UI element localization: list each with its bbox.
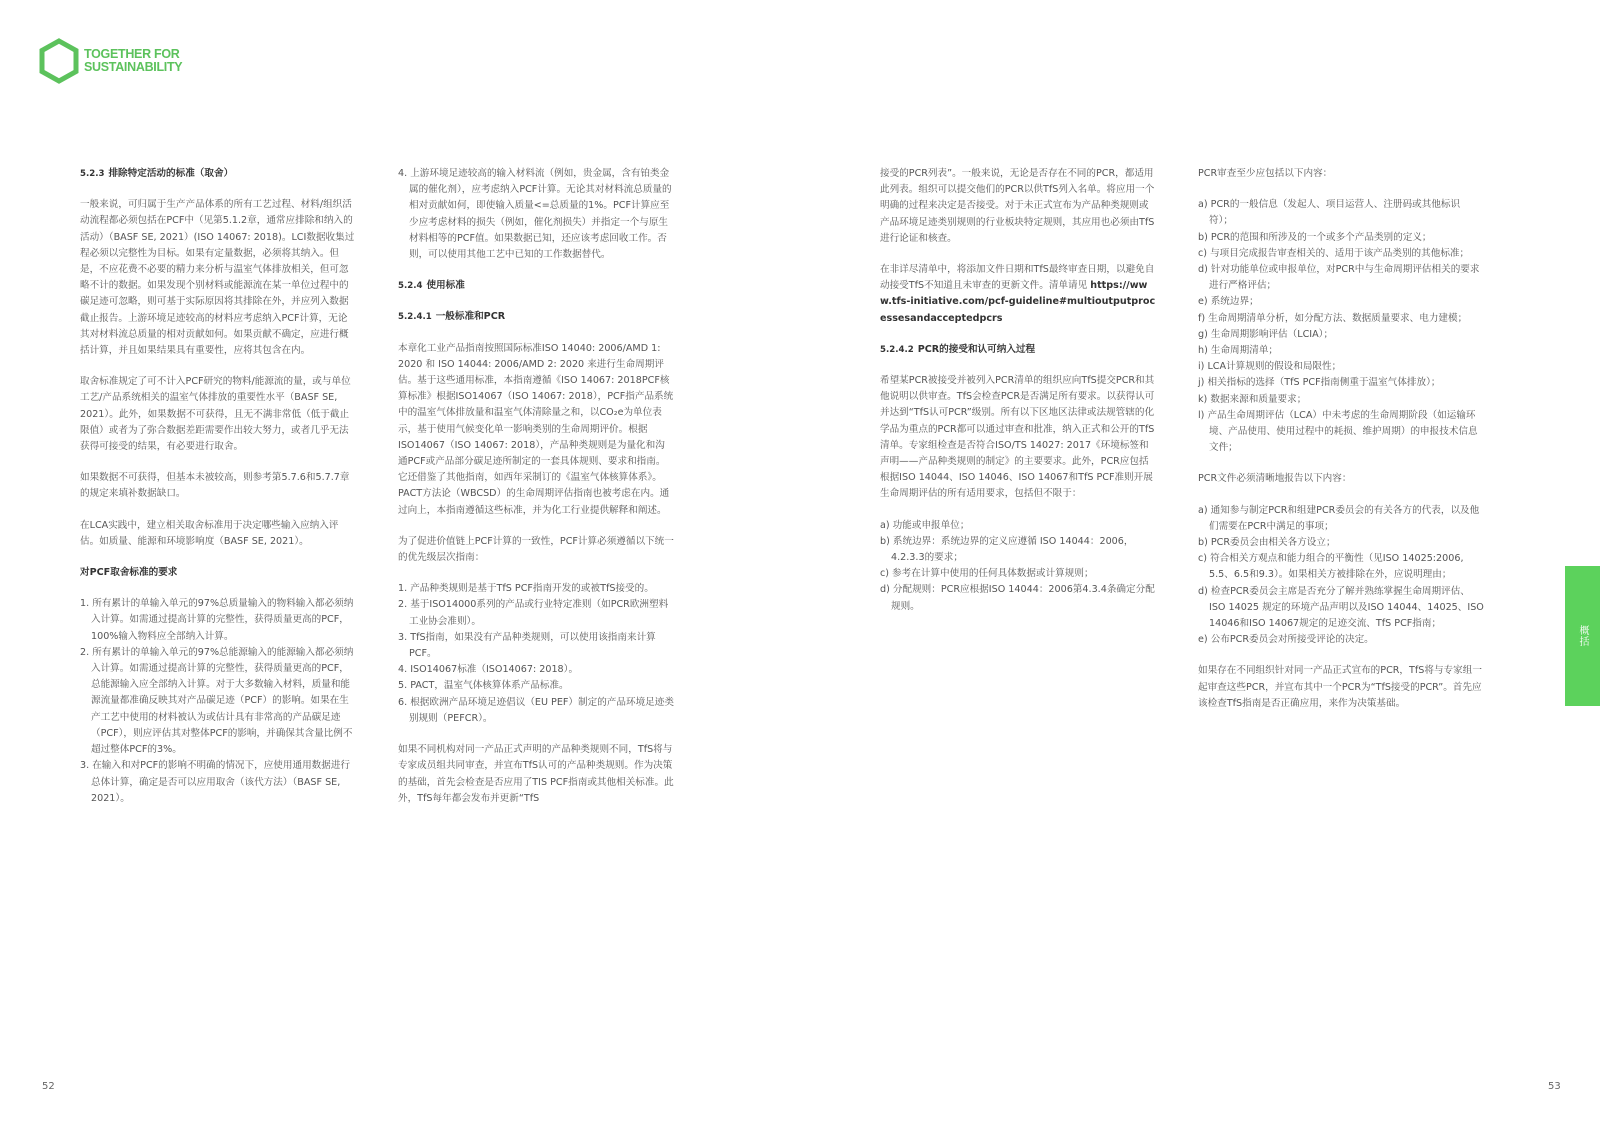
- paragraph: 希望某PCR被接受并被列入PCR清单的组织应向TfS提交PCR和其他说明以供审查。TfS会检查PCR是否满足所有要求。以获得认可并达到“TfS认可PCR”级别。所有以下区地区法律或法规管辖的化学品为重点的PCR都可以通过审查和批准，纳入正式和公开的TfS清单。专家组检查是否符合ISO/TS 14027: 2017《环境标签和声明——产品种类规则的制定》的主要要求。此外，PCR应包括根据ISO 14044、ISO 14046、ISO 14067和TfS PCF准则开展生命周期评估的所有适用要求，包括但不限于：: [880, 375, 1155, 500]
- paragraph: 如果存在不同组织针对同一产品正式宣布的PCR，TfS将与专家组一起审查这些PCR，并宣布其中一个PCR为“TfS接受的PCR”。首先应该检查TfS指南是否正确应用，来作为决策基础。: [1198, 665, 1482, 709]
- side-tab-overview[interactable]: [1565, 566, 1600, 706]
- list-item: f) 生命周期清单分析，如分配方法、数据质量要求、电力建模；: [1198, 312, 1468, 324]
- paragraph: 取舍标准规定了可不计入PCF研究的物料/能源流的量，或与单位工艺/产品系统相关的温室气体排放的重要性水平（BASF SE, 2021）。此外，如果数据不可获得，且无不满非常低（低于截止限值）或者为了弥合数据差距需要作出较大努力，或者几乎无法获得可接受的结果，有必要进行取舍。: [80, 376, 351, 453]
- page-number-left: 52: [42, 1081, 55, 1092]
- section-heading-5-2-3: [80, 166, 356, 182]
- review-list: [1198, 197, 1484, 456]
- guideline-link[interactable]: https://www.tfs-initiative.com/pcf-guideline#multioutputprocessesandacceptedpcrs: [880, 280, 1156, 324]
- list-item: i) LCA计算规则的假设和局限性；: [1198, 361, 1342, 373]
- brand-line1: TOGETHER FOR: [84, 47, 180, 61]
- list-item: b) 系统边界：系统边界的定义应遵循 ISO 14044：2006，4.2.3.3的要求；: [880, 535, 1134, 564]
- list-item: d) 针对功能单位或申报单位，对PCR中与生命周期评估相关的要求进行严格评估；: [1198, 264, 1480, 292]
- paragraph: 如果数据不可获得，但基本未被较高，则参考第5.7.6和5.7.7章的规定来填补数据缺口。: [80, 472, 350, 500]
- section-number: 5.2.4: [398, 281, 423, 292]
- continued-list: [398, 166, 674, 263]
- list-item: l) 产品生命周期评估（LCA）中未考虑的生命周期阶段（如运输环境、产品使用、使用过程中的耗损、维护周期）的申报技术信息文件；: [1198, 409, 1478, 454]
- column-4: [1198, 166, 1484, 727]
- list-item: j) 相关指标的选择（TfS PCF指南侧重于温室气体排放）；: [1198, 377, 1441, 389]
- section-heading-5-2-4-2: [880, 342, 1156, 358]
- list-item: a) 通知参与制定PCR和组建PCR委员会的有关各方的代表，以及他们需要在PCR中满足的事项；: [1198, 504, 1480, 532]
- section-title: 一般标准和PCR: [435, 311, 506, 323]
- requirements-list: [80, 596, 356, 807]
- list-item: h) 生命周期清单；: [1198, 345, 1279, 357]
- section-heading-5-2-4-1: [398, 309, 674, 325]
- list-item: 6. 根据欧洲产品环境足迹倡议（EU PEF）制定的产品环境足迹类别规则（PEFCR）。: [398, 696, 674, 724]
- list-item: 2. 基于ISO14000系列的产品或行业特定准则（如PCR欧洲塑料工业协会准则）。: [398, 599, 669, 627]
- brand-line2: SUSTAINABILITY: [84, 60, 183, 74]
- paragraph: 在LCA实践中，建立相关取舍标准用于决定哪些输入应纳入评估。如质量、能源和环境影响度（BASF SE, 2021）。: [80, 519, 339, 547]
- paragraph: 为了促进价值链上PCF计算的一致性，PCF计算必须遵循以下统一的优先级层次指南：: [398, 535, 674, 564]
- priority-list: [398, 581, 674, 727]
- paragraph-text: 在非详尽清单中，将添加文件日期和TfS最终审查日期，以避免自动接受TfS不知道且未审查的更新文件。清单请见: [880, 264, 1155, 292]
- list-item: 3. 在输入和对PCF的影响不明确的情况下，应使用通用数据进行总体计算，确定是否可以应用取舍（该代方法）（BASF SE, 2021）。: [80, 760, 351, 804]
- list-item: 4. ISO14067标准（ISO14067: 2018）。: [398, 664, 579, 676]
- list-item: e) 系统边界；: [1198, 296, 1259, 308]
- subheading: 对PCF取舍标准的要求: [80, 567, 178, 579]
- list-item: c) 与项目完成报告审查相关的、适用于该产品类别的其他标准；: [1198, 247, 1470, 259]
- report-list: [1198, 503, 1484, 649]
- paragraph: 接受的PCR列表”。一般来说，无论是否存在不同的PCR，都适用此列表。组织可以提交他们的PCR以供TfS列入名单。将应用一个明确的过程来决定是否接受。对于未正式宣布为产品种类规则或产品环境足迹类别规则的行业板块特定规则，其应用也必须由TfS进行论证和核查。: [880, 168, 1155, 244]
- paragraph: 本章化工业产品指南按照国际标准ISO 14040: 2006/AMD 1: 2020 和 ISO 14044: 2006/AMD 2: 2020 来进行生命周期评估。基于这些通用标准，本指南遵循《ISO 14067: 2018PCF核算标准》根据ISO14067（ISO 14067: 2018），PCF指产品系统中的温室气体排放量和温室气体清除量之和，以CO₂e为单位表示，基于使用气候变化单一影响类别的生命周期评价。根据ISO14067（ISO 14067: 2018），产品种类规则是为量化和沟通PCF或产品部分碳足迹所制定的一套具体规则、要求和指南。它还借鉴了其他指南，如西年采制订的《温室气体核算体系》。PACT方法论（WBCSD）的生命周期评估指南也被考虑在内。通过向上，本指南遵循这些标准，并为化工行业提供解释和阐述。: [398, 342, 674, 516]
- list-item: 4. 上游环境足迹较高的输入材料流（例如，贵金属，含有铂类金属的催化剂），应考虑纳入PCF计算。无论其对材料流总质量的相对贡献如何，即使输入质量<=总质量的1%。PCF计算应至少应考虑材料的损失（例如，催化剂损失）并指定一个与原生材料相等的PCF值。如果数据已知，还应该考虑回收工作。否则，可以使用其他工艺中已知的工作数据替代。: [398, 168, 672, 261]
- list-item: d) 分配规则：PCR应根据ISO 14044：2006第4.3.4条确定分配规则。: [880, 584, 1155, 612]
- paragraph: PCR文件必须清晰地报告以下内容：: [1198, 473, 1352, 485]
- column-1: [80, 166, 356, 822]
- list-item: a) 功能或申报单位；: [880, 519, 970, 531]
- column-2: [398, 166, 674, 822]
- paragraph: [880, 262, 1156, 327]
- list-item: k) 数据来源和质量要求；: [1198, 393, 1307, 405]
- section-heading-5-2-4: [398, 278, 674, 294]
- paragraph: 如果不同机构对同一产品正式声明的产品种类规则不同，TfS将与专家成员组共同审查，并宣布TfS认可的产品种类规则。作为决策的基础，首先会检查是否应用了TIS PCF指南或其他相关标准。此外，TfS每年都会发布并更新“TfS: [398, 744, 674, 804]
- paragraph: PCR审查至少应包括以下内容：: [1198, 168, 1333, 179]
- list-item: 2. 所有累计的单输入单元的97%总能源输入的能源输入都必须纳入计算。如需通过提高计算的完整性，获得质量更高的PCF，总能源输入应全部纳入计算。对于大多数输入材料，质量和能源流量都准确反映其对产品碳足迹（PCF）的影响。如果在生产工艺中使用的材料被认为或估计具有非常高的产品碳足迹（PCF），则应评估其对整体PCF的影响，并确保其含量比例不超过整体PCF的3%。: [80, 646, 354, 756]
- paragraph: 一般来说，可归属于生产产品体系的所有工艺过程、材料/组织活动流程都必须包括在PCF中（见第5.1.2章，通常应排除和纳入的活动）（BASF SE, 2021）(ISO 14067: 2018)。LCI数据收集过程必须以完整性为目标。如果有定量数据，必须将其纳入。但是，不应花费不必要的精力来分析与温室气体排放相关，但可忽略不计的数据。如果发现个别材料或能源流在某一单位过程中的碳足迹可忽略，则可基于实际原因将其排除在外，并应列入数据截止报告。上游环境足迹较高的材料应考虑纳入PCF计算，无论其对材料流总质量的相对贡献如何。如果贡献不确定，应进行概括计算，并且如果结果具有重要性，应将其包含在内。: [80, 199, 355, 357]
- section-title: PCR的接受和认可纳入过程: [917, 343, 1036, 355]
- list-item: e) 公布PCR委员会对所接受评论的决定。: [1198, 634, 1374, 646]
- section-title: 排除特定活动的标准（取舍）: [108, 168, 234, 179]
- pcr-requirements-list: [880, 518, 1156, 615]
- list-item: d) 检查PCR委员会主席是否充分了解并熟练掌握生命周期评估、ISO 14025 规定的环境产品声明以及ISO 14044、14025、ISO 14046和ISO 14067规定的足迹交流、TfS PCF指南；: [1198, 585, 1484, 630]
- hexagon-logo-icon: [38, 38, 80, 84]
- section-number: 5.2.3: [80, 169, 105, 179]
- list-item: a) PCR的一般信息（发起人、项目运营人、注册码或其他标识符）；: [1198, 199, 1461, 227]
- section-number: 5.2.4.1: [398, 312, 432, 323]
- column-3: [880, 166, 1156, 630]
- list-item: b) PCR的范围和所涉及的一个或多个产品类别的定义；: [1198, 231, 1432, 243]
- side-tab-label: 概括: [1577, 625, 1588, 647]
- brand-wordmark: [84, 48, 182, 74]
- list-item: 1. 所有累计的单输入单元的97%总质量输入的物料输入都必须纳入计算。如需通过提高计算的完整性，获得质量更高的PCF，100%输入物料应全部纳入计算。: [80, 598, 354, 642]
- page-number-right: 53: [1548, 1081, 1561, 1092]
- list-item: g) 生命周期影响评估（LCIA）；: [1198, 328, 1334, 340]
- list-item: 1. 产品种类规则是基于TfS PCF指南开发的或被TfS接受的。: [398, 583, 654, 595]
- list-item: 3. TfS指南，如果没有产品种类规则，可以使用该指南来计算PCF。: [398, 631, 656, 660]
- list-item: c) 参考在计算中使用的任何具体数据或计算规则；: [880, 568, 1094, 580]
- list-item: b) PCR委员会由相关各方设立；: [1198, 537, 1336, 549]
- list-item: 5. PACT，温室气体核算体系产品标准。: [398, 680, 569, 692]
- section-number: 5.2.4.2: [880, 344, 914, 355]
- section-title: 使用标准: [426, 280, 465, 292]
- brand-logo: [38, 38, 182, 84]
- list-item: c) 符合相关方观点和能力组合的平衡性（见ISO 14025:2006, 5.5、6.5和9.3）。如果相关方被排除在外，应说明理由；: [1198, 553, 1464, 581]
